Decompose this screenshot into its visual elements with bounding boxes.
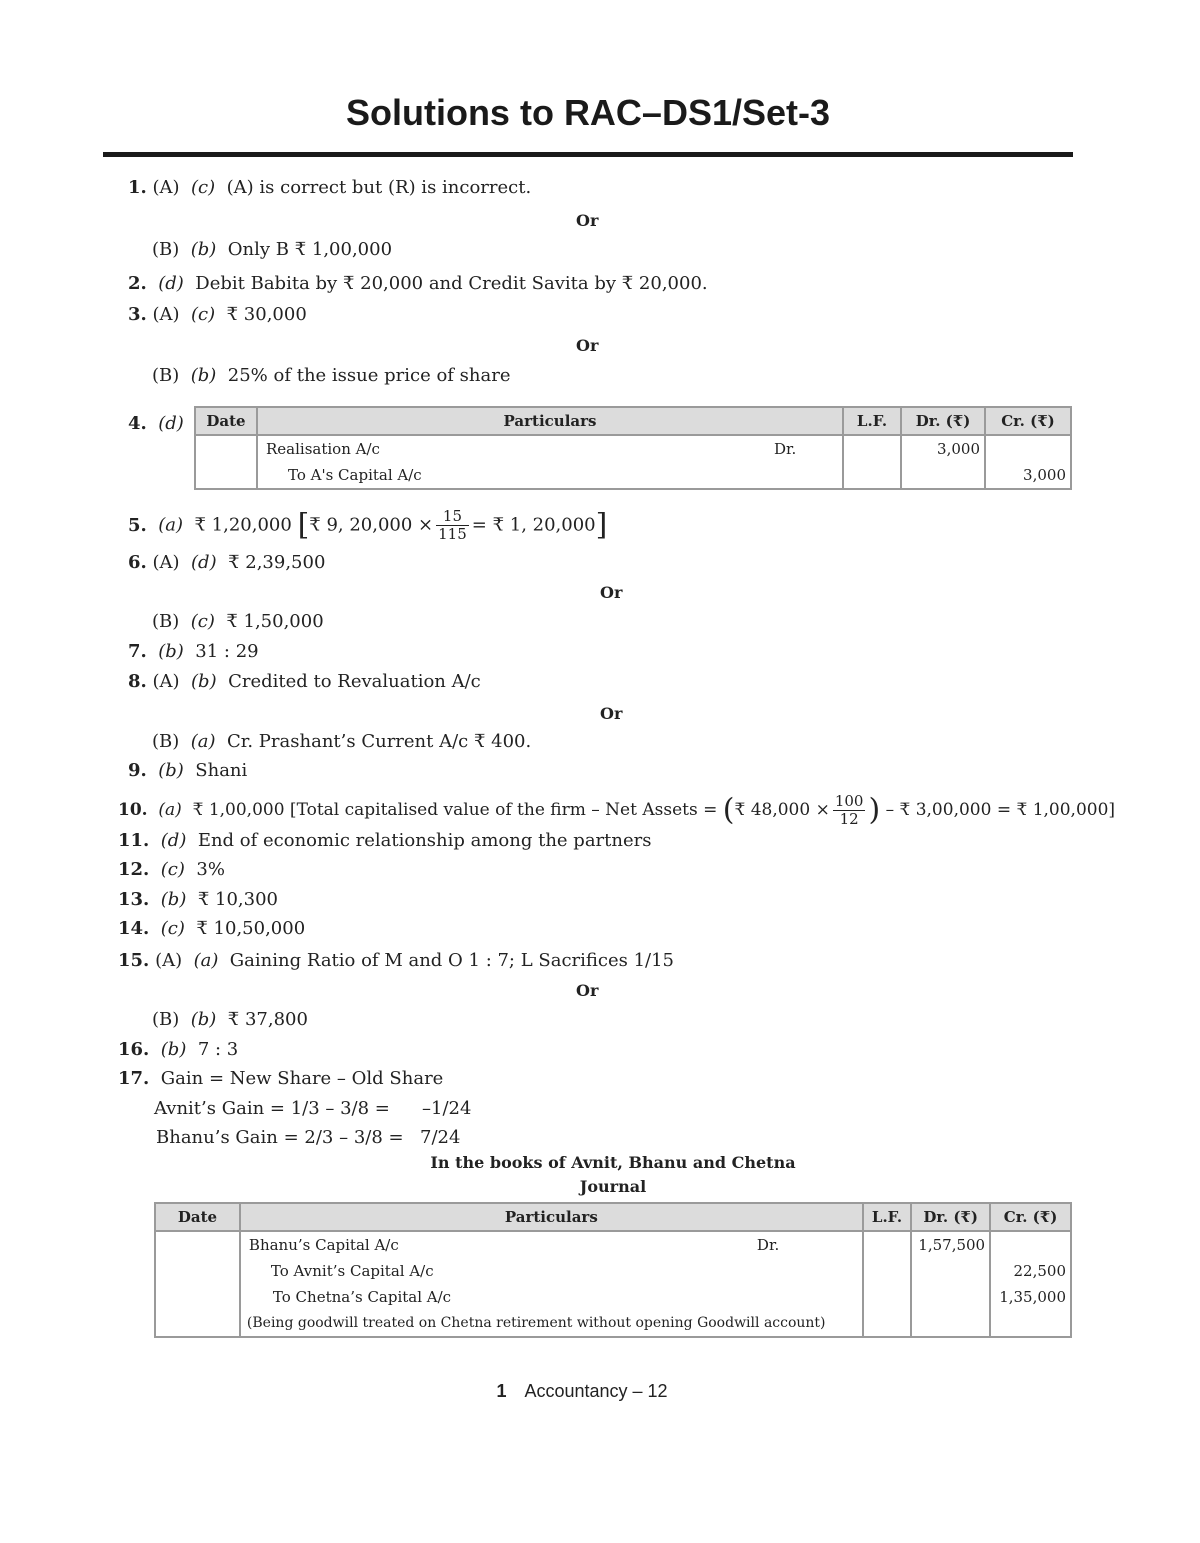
answer-3a: 3. (A) (c) ₹ 30,000 — [128, 304, 307, 325]
answer-11: 11. (d) End of economic relationship among the partners — [118, 830, 652, 851]
answer-13: 13. (b) ₹ 10,300 — [118, 889, 278, 910]
answer-8b: (B) (a) Cr. Prashant’s Current A/c ₹ 400. — [152, 731, 532, 752]
answer-6a: 6. (A) (d) ₹ 2,39,500 — [128, 552, 326, 573]
answer-17: 17. Gain = New Share – Old Share — [118, 1068, 444, 1089]
cr-cell: 3,000 — [985, 435, 1071, 489]
page-number: 1 — [496, 1381, 507, 1401]
subject-label: Accountancy – 12 — [524, 1381, 668, 1401]
date-cell — [195, 435, 257, 489]
books-heading: In the books of Avnit, Bhanu and Chetna — [430, 1153, 796, 1172]
table-row — [195, 435, 1071, 489]
lf-cell — [863, 1231, 912, 1337]
journal-table-q4 — [194, 406, 1072, 490]
or-label: Or — [576, 211, 599, 230]
dr-cell: 1,57,500 — [911, 1231, 990, 1337]
answer-16: 16. (b) 7 : 3 — [118, 1039, 239, 1060]
answer-12: 12. (c) 3% — [118, 859, 225, 880]
answer-7: 7. (b) 31 : 29 — [128, 641, 259, 662]
page-footer — [0, 1381, 1164, 1402]
page-title: Solutions to RAC–DS1/Set-3 — [345, 92, 831, 133]
answer-1b: (B) (b) Only B ₹ 1,00,000 — [152, 239, 393, 260]
col-cr: Cr. (₹) — [990, 1203, 1071, 1231]
particulars-cell: Bhanu’s Capital A/c Dr. To Avnit’s Capital A/c To Chetna’s Capital A/c (Being goodwill treated on Chetna retirement without opening Goodwill account) — [240, 1231, 863, 1337]
or-label: Or — [576, 336, 599, 355]
answer-4: 4. (d) — [128, 413, 184, 434]
answer-3b: (B) (b) 25% of the issue price of share — [152, 365, 511, 386]
col-date: Date — [155, 1203, 240, 1231]
title-rule — [103, 152, 1073, 157]
bhanu-gain: Bhanu’s Gain = 2/3 – 3/8 = 7/24 — [156, 1127, 461, 1148]
or-label: Or — [600, 583, 623, 602]
fraction: $\frac{100}{12}$ — [834, 792, 864, 828]
table-row — [155, 1231, 1071, 1337]
col-particulars: Particulars — [240, 1203, 863, 1231]
fraction: $\frac{15}{115}$ — [438, 507, 467, 543]
answer-5: 5. (a) ₹ 1,20,000 [₹ 9, 20,000 × $\frac{15}{115}$ = ₹ 1, 20,000] — [128, 507, 608, 543]
col-lf: L.F. — [863, 1203, 912, 1231]
journal-table-q17 — [154, 1202, 1072, 1338]
answer-1a: 1. (A) (c) (A) is correct but (R) is incorrect. — [128, 177, 532, 198]
lf-cell — [843, 435, 901, 489]
particulars-cell: Realisation A/c Dr. To A's Capital A/c — [257, 435, 843, 489]
col-dr: Dr. (₹) — [901, 407, 985, 435]
col-cr: Cr. (₹) — [985, 407, 1071, 435]
answer-15a: 15. (A) (a) Gaining Ratio of M and O 1 : 7; L Sacrifices 1/15 — [118, 950, 675, 971]
journal-heading: Journal — [579, 1177, 647, 1196]
answer-2: 2. (d) Debit Babita by ₹ 20,000 and Credit Savita by ₹ 20,000. — [128, 273, 708, 294]
answer-8a: 8. (A) (b) Credited to Revaluation A/c — [128, 671, 481, 692]
answer-15b: (B) (b) ₹ 37,800 — [152, 1009, 308, 1030]
col-date: Date — [195, 407, 257, 435]
answer-9: 9. (b) Shani — [128, 760, 248, 781]
or-label: Or — [576, 981, 599, 1000]
or-label: Or — [600, 704, 623, 723]
answer-6b: (B) (c) ₹ 1,50,000 — [152, 611, 324, 632]
date-cell — [155, 1231, 240, 1337]
cr-cell: 22,500 1,35,000 — [990, 1231, 1071, 1337]
avnit-gain: Avnit’s Gain = 1/3 – 3/8 = –1/24 — [154, 1098, 472, 1119]
answer-14: 14. (c) ₹ 10,50,000 — [118, 918, 306, 939]
col-lf: L.F. — [843, 407, 901, 435]
col-particulars: Particulars — [257, 407, 843, 435]
dr-cell: 3,000 — [901, 435, 985, 489]
col-dr: Dr. (₹) — [911, 1203, 990, 1231]
answer-10: 10. (a) ₹ 1,00,000 [Total capitalised value of the firm – Net Assets = (₹ 48,000 × $\frac{100}{12}$ ) – ₹ 3,00,000 = ₹ 1,00,000] — [118, 792, 1116, 828]
